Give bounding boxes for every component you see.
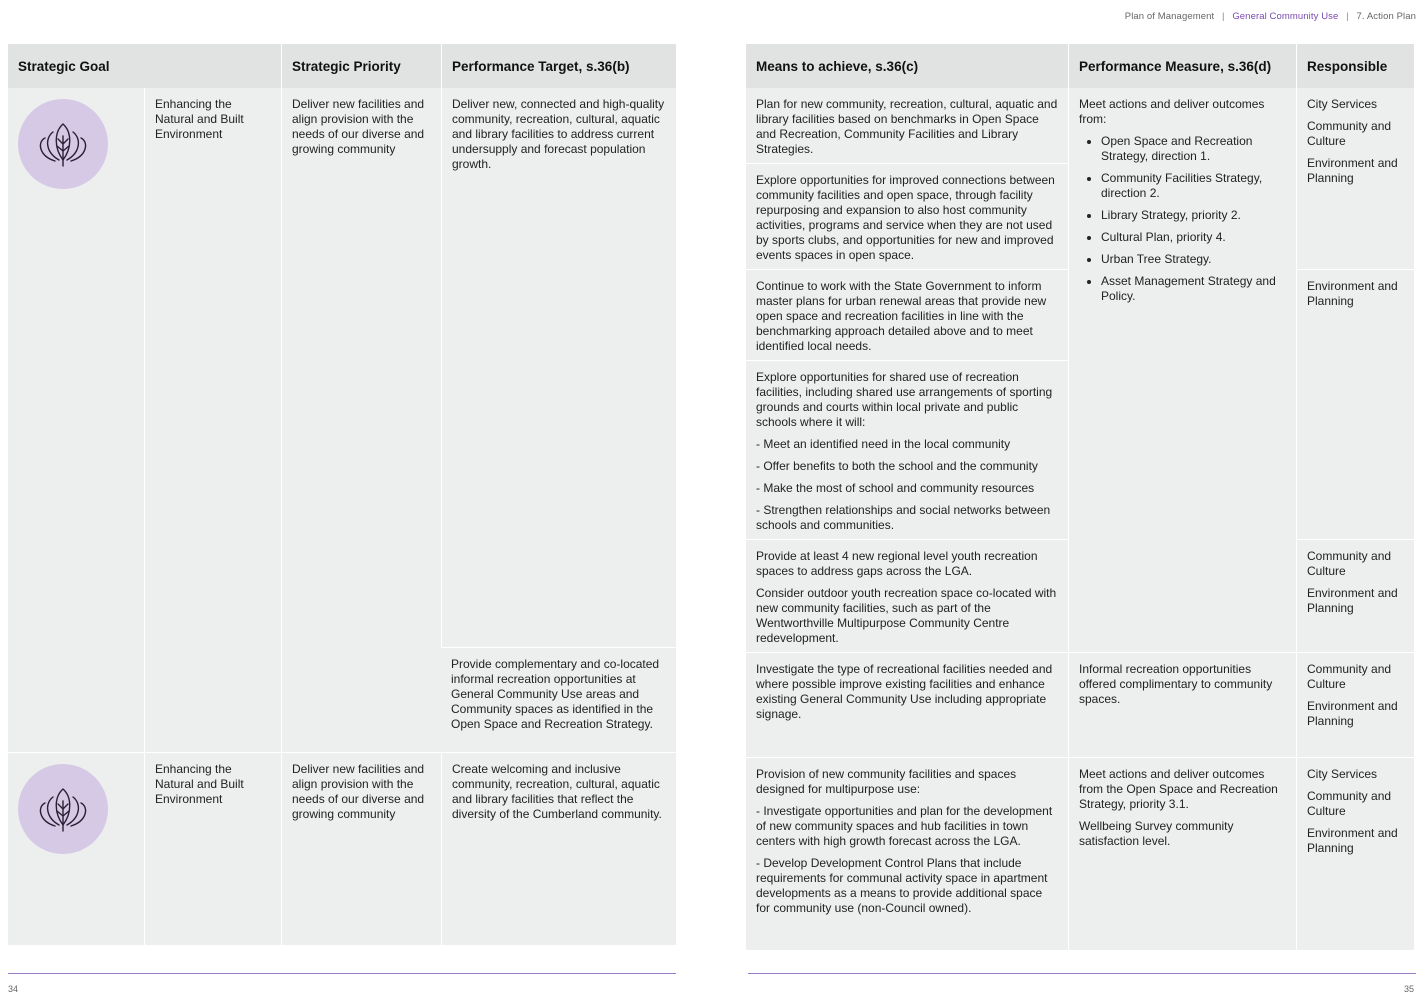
performance-measure-cell: [1068, 88, 1296, 653]
lotus-leaf-icon: [18, 99, 108, 189]
header-performance-measure: Performance Measure, s.36(d): [1068, 44, 1296, 88]
goal-icon-cell: [8, 753, 144, 946]
header-strategic-goal: Strategic Goal: [8, 44, 281, 88]
responsible-text: Community and Culture: [1307, 789, 1392, 818]
list-item: • Asset Management Strategy and Policy.: [1101, 274, 1286, 304]
responsible-text: City Services: [1307, 97, 1378, 111]
strategic-priority-text: Deliver new facilities and align provision with the needs of our diverse and growing community: [281, 88, 441, 753]
means-text: Explore opportunities for improved connections between community facilities and open space, through facility repurposing and expansion to also host community activities, programs and service when they are not used by sports clubs, and opportunities for new and improved events spaces in open space.: [746, 164, 1068, 270]
responsible-text: Community and Culture: [1307, 662, 1392, 691]
means-text: Provision of new community facilities and spaces designed for multipurpose use:: [756, 767, 1017, 796]
responsible-cell: [1296, 653, 1414, 758]
table-header-row: [746, 44, 1414, 88]
responsible-cell: [1296, 758, 1414, 951]
means-bullet: - Develop Development Control Plans that include requirements for communal activity space in apartment developments as a means to provide additional space for community use (non-Council owned).: [756, 856, 1048, 915]
responsible-cell: [1296, 270, 1414, 540]
table-row: [746, 653, 1414, 758]
strategic-goal-text: Enhancing the Natural and Built Environment: [144, 88, 281, 753]
strategic-goal-text: Enhancing the Natural and Built Environment: [144, 753, 281, 946]
header-responsible: Responsible: [1296, 44, 1414, 88]
responsible-text: Community and Culture: [1307, 119, 1392, 148]
means-cell: [746, 361, 1068, 540]
breadcrumb-separator: |: [1346, 11, 1349, 22]
table-row: [746, 88, 1414, 164]
table-row: [746, 758, 1414, 951]
right-footer-rule: [748, 973, 1416, 974]
performance-measure-text: Meet actions and deliver outcomes from the Open Space and Recreation Strategy, priority 3.1.: [1079, 767, 1278, 811]
list-item: • Urban Tree Strategy.: [1101, 252, 1286, 267]
means-cell: [746, 758, 1068, 951]
performance-target-text: Deliver new, connected and high-quality community, recreation, cultural, aquatic and library facilities to address current undersupply and forecast population growth.: [441, 88, 676, 648]
means-text: Plan for new community, recreation, cultural, aquatic and library facilities based on benchmarks in Open Space and Recreation, Community Facilities and Library Strategies.: [746, 88, 1068, 164]
header-strategic-priority: Strategic Priority: [281, 44, 441, 88]
list-item: • Open Space and Recreation Strategy, direction 1.: [1101, 134, 1286, 164]
performance-measure-cell: [1068, 758, 1296, 951]
responsible-text: Environment and Planning: [1307, 279, 1398, 308]
breadcrumb: [1125, 11, 1416, 22]
breadcrumb-general-community-use: General Community Use: [1232, 11, 1339, 22]
table-row: [8, 88, 676, 648]
means-bullet: - Investigate opportunities and plan for the development of new community spaces and hub facilities in town centers with high growth forecast across the LGA.: [756, 804, 1053, 848]
breadcrumb-action-plan: 7. Action Plan: [1356, 11, 1416, 22]
performance-target-text: Create welcoming and inclusive community, recreation, cultural, aquatic and library facilities that reflect the diversity of the Cumberland community.: [441, 753, 676, 946]
right-action-plan-table: [746, 44, 1414, 951]
left-footer-rule: [8, 973, 676, 974]
responsible-text: Environment and Planning: [1307, 156, 1398, 185]
right-page-number: 35: [1403, 984, 1414, 994]
responsible-text: Environment and Planning: [1307, 826, 1398, 855]
responsible-cell: [1296, 540, 1414, 653]
list-item: • Library Strategy, priority 2.: [1101, 208, 1286, 223]
performance-measure-text: Wellbeing Survey community satisfaction level.: [1079, 819, 1234, 848]
means-cell: [746, 540, 1068, 653]
means-text: Continue to work with the State Government to inform master plans for urban renewal areas that provide new open space and recreation facilities in line with the benchmarking approach detailed above and to meet identified local needs.: [746, 270, 1068, 361]
responsible-text: City Services: [1307, 767, 1378, 781]
responsible-cell: [1296, 88, 1414, 270]
strategic-priority-text: Deliver new facilities and align provision with the needs of our diverse and growing community: [281, 753, 441, 946]
lotus-leaf-icon: [18, 764, 108, 854]
means-bullet: - Make the most of school and community resources: [756, 481, 1035, 495]
performance-target-text: Provide complementary and co-located informal recreation opportunities at General Community Use areas and Community spaces as identified in the Open Space and Recreation Strategy.: [441, 648, 676, 753]
means-bullet: - Offer benefits to both the school and the community: [756, 459, 1038, 473]
responsible-text: Environment and Planning: [1307, 586, 1398, 615]
means-text: Consider outdoor youth recreation space co-located with new community facilities, such as part of the Wentworthville Multipurpose Community Centre redevelopment.: [756, 586, 1057, 645]
performance-measure-text: Informal recreation opportunities offered complimentary to community spaces.: [1068, 653, 1296, 758]
table-header-row: [8, 44, 676, 88]
breadcrumb-separator: |: [1221, 11, 1225, 22]
means-bullet: - Meet an identified need in the local community: [756, 437, 1011, 451]
list-item: • Cultural Plan, priority 4.: [1101, 230, 1286, 245]
left-action-plan-table: [8, 44, 676, 946]
left-page-number: 34: [8, 984, 19, 994]
responsible-text: Environment and Planning: [1307, 699, 1398, 728]
table-row: [8, 753, 676, 946]
list-item: • Community Facilities Strategy, direction 2.: [1101, 171, 1286, 201]
header-means-to-achieve: Means to achieve, s.36(c): [746, 44, 1068, 88]
breadcrumb-plan-of-management: Plan of Management: [1124, 11, 1215, 22]
header-performance-target: Performance Target, s.36(b): [441, 44, 676, 88]
responsible-text: Community and Culture: [1307, 549, 1392, 578]
measure-list: [1079, 134, 1286, 304]
means-text: Investigate the type of recreational facilities needed and where possible improve existing facilities and enhance existing General Community Use including appropriate signage.: [746, 653, 1068, 758]
means-text: Provide at least 4 new regional level youth recreation spaces to address gaps across the LGA.: [756, 549, 1038, 578]
means-bullet: - Strengthen relationships and social networks between schools and communities.: [756, 503, 1051, 532]
means-text: Explore opportunities for shared use of recreation facilities, including shared use arrangements of sporting grounds and courts within local private and public schools where it will:: [756, 370, 1053, 429]
measure-intro: Meet actions and deliver outcomes from:: [1079, 97, 1265, 126]
goal-icon-cell: [8, 88, 144, 753]
